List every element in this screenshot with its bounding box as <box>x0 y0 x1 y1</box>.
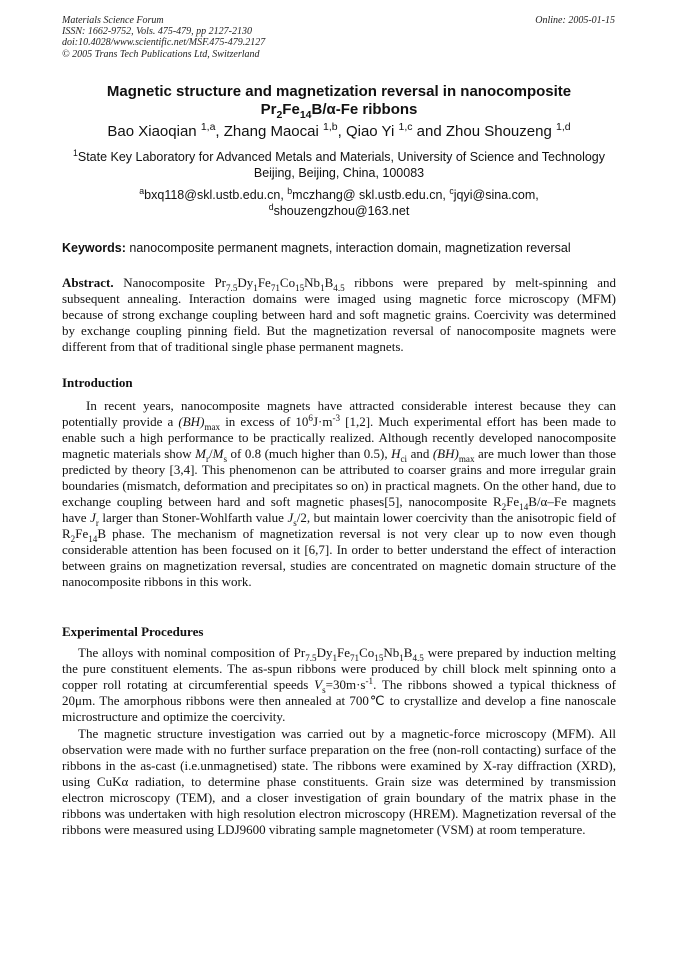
email-link[interactable]: shouzengzhou@163.net <box>273 204 410 218</box>
experimental-paragraph-2: The magnetic structure investigation was carried out by a magnetic-force microscopy (MFM). All observation were made with no further surface preparation on the free (non-roll contacting) surface of the ribbons in the as-cast (i.e.unmagnetised) state. The ribbons were examined by X-ray diffraction (XRD), using CuKα radiation, to determine phase constituents. Grain size was determined by transmission electron microscopy (TEM), and a closer investigation of grain boundary of the matrix phase in the ribbons was undertaken with high resolution electron microscopy (HREM). Magnetization reversal of the ribbons were measured using LDJ9600 vibrating sample magnetometer (VSM) at room temperature. <box>62 726 616 837</box>
paper-title <box>40 83 638 119</box>
email-link[interactable]: mczhang@ skl.ustb.edu.cn, <box>292 188 446 202</box>
author-name: Zhou Shouzeng <box>445 123 552 140</box>
keywords-label: Keywords: <box>62 241 126 255</box>
journal-header <box>62 15 265 60</box>
copyright-line: © 2005 Trans Tech Publications Ltd, Switzerland <box>62 48 260 60</box>
section-heading-introduction: Introduction <box>62 375 133 390</box>
email-link[interactable]: jqyi@sina.com, <box>453 188 539 202</box>
experimental-paragraph-1: The alloys with nominal composition of $Pr_{7.5}Dy_1Fe_{71}Co_{15}Nb_1B_{4.5}$ were prepared by induction melting the pure constituent elements. The as-spun ribbons were produced by chill block melt spinning onto a copper roll rotating at circumferential speeds $V_s=30m\cdot s^{-1}$. The ribbons showed a typical thickness of 20μm. The amorphous ribbons were then annealed at 700℃ to crystallize and develop a fine nanoscale microstructure and optimize the coercivity. <box>62 645 616 724</box>
section-heading-experimental: Experimental Procedures <box>62 624 204 639</box>
affiliation: $^1$State Key Laboratory for Advanced Metals and Materials, University of Science and Technology Beijing, Beijing, China, 100083 <box>72 147 606 180</box>
author-name: Qiao Yi <box>345 123 395 140</box>
title-line-2: $Pr_2Fe_{14}B/\alpha-Fe$ ribbons <box>260 101 418 121</box>
journal-name: Materials Science Forum <box>62 15 164 26</box>
abstract: Abstract. Nanocomposite $Pr_{7.5}Dy_1Fe_{71}Co_{15}Nb_1B_{4.5}$ ribbons were prepared by melt-spinning and subsequent annealing. Interaction domains were imaged using magnetic force microscopy (MFM) because of strong exchange coupling between hard and soft magnetic grains. Coercivity was determined by exchange coupling pinning field. But the magnetization reversal of nanocomposite magnets were different from that of traditional single phase permanent magnets. <box>62 275 616 354</box>
keywords-text: nanocomposite permanent magnets, interaction domain, magnetization reversal <box>129 241 571 255</box>
abstract-label: Abstract. <box>62 275 114 290</box>
doi-line: doi:10.4028/www.scientific.net/MSF.475-479.2127 <box>62 37 266 49</box>
email-link[interactable]: bxq118@skl.ustb.edu.cn, <box>144 188 284 202</box>
author-emails: $^a$bxq118@skl.ustb.edu.cn, $^b$mczhang@ skl.ustb.edu.cn, $^c$jqyi@sina.com, $^d$shouzengzhou@163.net <box>139 185 539 218</box>
issn-line: ISSN: 1662-9752, Vols. 475-479, pp 2127-2130 <box>62 26 252 38</box>
author-list: Bao Xiaoqian $^{1,a}$, Zhang Maocai $^{1,b}$, Qiao Yi $^{1,c}$ and Zhou Shouzeng $^{1,d}$ <box>107 121 571 140</box>
title-line-1: Magnetic structure and magnetization reversal in nanocomposite <box>106 83 572 100</box>
online-date: Online: 2005-01-15 <box>535 15 615 26</box>
author-name: Zhang Maocai <box>223 123 319 140</box>
abstract-text: ribbons were prepared by melt-spinning and subsequent annealing. Interaction domains were imaged using magnetic force microscopy (MFM) because of strong exchange coupling between hard and soft magnetic grains. Coercivity was determined by exchange coupling pinning field. But the magnetization reversal of nanocomposite magnets were different from that of traditional single phase permanent magnets. <box>62 275 616 354</box>
introduction-paragraph: In recent years, nanocomposite magnets have attracted considerable interest because they can potentially provide a $(BH)_{max}$ in excess of $10^6J\cdot m^{-3}$ [1,2]. Much experimental effort has been made to enable such a high performance to be practically realized. Although recently developed nanocomposite magnetic materials show $M_r/M_s$ of 0.8 (much higher than 0.5), $H_{ci}$ and $(BH)_{max}$ are much lower than those predicted by theory [3,4]. This phenomenon can be attributed to coarser grains and more irregular grain boundaries (mismatch, deformation and precipitates so on) in practical magnets. On the other hand, due to exchange coupling between hard and soft magnetic phases[5], nanocomposite $R_2Fe_{14}B/\alpha-Fe$ magnets have $J_r$ larger than Stoner-Wohlfarth value $J_s/2$, but maintain lower coercivity than the anisotropic field of $R_2Fe_{14}B$ phase. The mechanism of magnetization reversal is not very clear up to now even though considerable attention has been focused on it [6,7]. In order to better understand the effect of interaction between grains on magnetization reversal, studies are concentrated on magnetic domain structure of the nanocomposite ribbons in this work. <box>62 398 617 589</box>
author-name: Bao Xiaoqian <box>107 123 197 140</box>
keywords <box>62 240 616 256</box>
